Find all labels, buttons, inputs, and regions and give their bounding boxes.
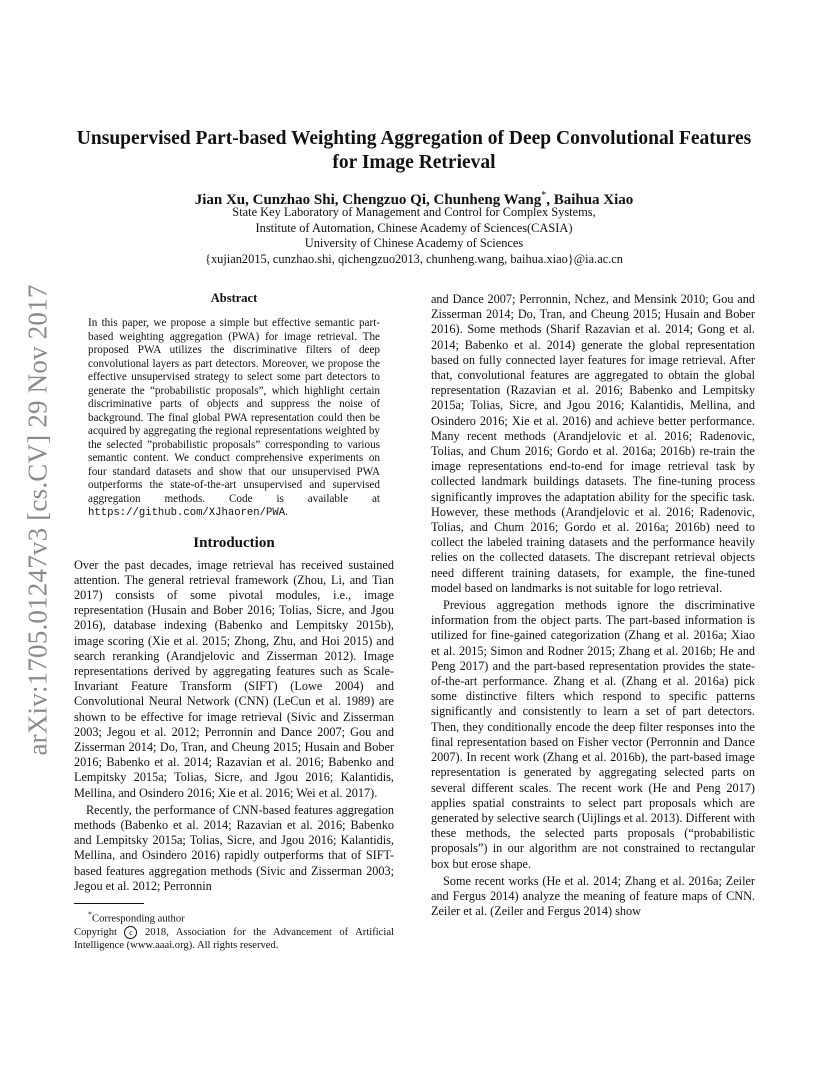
paper-title-line-2: for Image Retrieval: [332, 152, 496, 173]
corresponding-author-mark: *: [541, 190, 547, 201]
right-paragraph-3: Some recent works (He et al. 2014; Zhang et al. 2016a; Zeiler and Fergus 2014) analyze the meaning of feature maps of CNN. Zeiler et al. (Zeiler and Fergus 2014) show: [431, 873, 755, 919]
arxiv-identifier-text: arXiv:1705.01247v3 [cs.CV] 29 Nov 2017: [22, 284, 53, 756]
author-emails: {xujian2015, cunzhao.shi, qichengzuo2013, chunheng.wang, baihua.xiao}@ia.ac.cn: [205, 251, 623, 266]
abstract-body: In this paper, we propose a simple but effective semantic part-based weighting aggregation (PWA) for image retrieval. The proposed PWA utilizes the discriminative filters of deep convolutional layers as part detectors. Moreover, we propose the effective unsupervised strategy to select some part detectors to generate the “probabilistic proposals”, which highlight certain discriminative parts of objects and suppress the noise of background. The final global PWA representation could then be acquired by aggregating the regional representations weighted by the selected ”probabilistic proposals” corresponding to various semantic content. We conduct comprehensive experiments on four standard datasets and show that our unsupervised PWA outperforms the state-of-the-art unsupervised and supervised aggregation methods. Code is available at: [88, 317, 380, 505]
right-paragraph-1: and Dance 2007; Perronnin, Nchez, and Mensink 2010; Gou and Zisserman 2014; Do, Tran, and Cheung 2015; Husain and Bober 2016). Some methods (Sharif Razavian et al. 2014; Gong et al. 2014; Babenko et al. 2014) generate the global representation based on fully connected layer features for image retrieval. After that, convolutional features are aggregated to obtain the global representation (Razavian et al. 2016; Babenko and Lempitsky 2015a; Tolias, Sicre, and Jgou 2016; Kalantidis, Mellina, and Osindero 2016; Xie et al. 2016) and achieve better performance. Many recent methods (Arandjelovic et al. 2016; Radenovic, Tolias, and Chum 2016; Gordo et al. 2016a; 2016b) re-train the image representations end-to-end for image retrieval task by collected landmark buildings datasets. The fine-tuning process significantly improves the adaptation ability for the specific task. However, these methods (Arandjelovic et al. 2016; Radenovic, Tolias, and Chum 2016; Gordo et al. 2016a; 2016b) need to collect the labeled training datasets and the performance heavily relies on the collected datasets. The discrepant retrieval objects need different training datasets, for example, the fine-tuned model based on landmarks is not suitable for logo retrieval.: [431, 292, 755, 595]
affiliation-line-2: Institute of Automation, Chinese Academy of Sciences(CASIA): [255, 220, 573, 235]
affiliation-line-3: University of Chinese Academy of Sciences: [304, 236, 524, 250]
corresponding-author-footnote: [74, 908, 394, 926]
author-last-name: , Baihua Xiao: [546, 192, 634, 208]
introduction-heading: Introduction: [193, 534, 275, 551]
abstract-end: .: [285, 506, 288, 518]
paper-title-line-1: Unsupervised Part-based Weighting Aggregation of Deep Convolutional Features: [76, 128, 752, 149]
abstract-heading: Abstract: [210, 291, 258, 305]
copyright-text: 2018, Association for the Advancement of Artificial Intelligence (www.aaai.org). All rights reserved.: [74, 926, 394, 951]
copyright-prefix: Copyright: [74, 926, 117, 938]
footnote-divider: [74, 903, 144, 904]
affiliation-line-1: State Key Laboratory of Management and Control for Complex Systems,: [232, 205, 596, 219]
copyright-notice: [74, 926, 394, 952]
author-names: Jian Xu, Cunzhao Shi, Chengzuo Qi, Chunheng Wang: [194, 192, 542, 208]
footnote-text: Corresponding author: [92, 913, 185, 925]
affiliation-block: [60, 205, 768, 267]
abstract-text: [88, 317, 380, 521]
copyright-icon: c: [124, 926, 137, 939]
right-paragraph-2: Previous aggregation methods ignore the discriminative information from the object parts. The part-based information is utilized for fine-gained categorization (Zhang et al. 2016a; Xiao et al. 2015; Simon and Rodner 2015; Zhang et al. 2016b; He and Peng 2017) and the part-based representation provides the state-of-the-art performance. Zhang et al. (Zhang et al. 2016a) pick some distinctive filters which respond to specific patterns significantly and consistently to learn a set of part detectors. Then, they conditionally encode the deep filter responses into the final representation based on Fisher vector (Perronnin and Dance 2007). In recent work (Zhang et al. 2016b), the part-based image representation is generated by aggregating selected parts on several different scales. The recent work (He and Peng 2017) applies spatial constraints to select part proposals which are generated by selective search (Uijlings et al. 2013). Different with these methods, the selected parts proposals (“probabilistic proposals”) in our algorithm are not constrained to rectangular box but erose shape.: [431, 598, 755, 871]
left-column: [74, 291, 394, 952]
right-column: [431, 292, 755, 919]
footnote-mark: *: [88, 909, 92, 919]
arxiv-identifier-stamp: [17, 280, 59, 760]
introduction-paragraph-1: Over the past decades, image retrieval has received sustained attention. The general retrieval framework (Zhou, Li, and Tian 2017) consists of some pivotal modules, i.e., image representation (Husain and Bober 2016; Tolias, Sicre, and Jgou 2016), database indexing (Babenko and Lempitsky 2015b), image scoring (Xie et al. 2015; Zhong, Zhu, and Hoi 2015) and search reranking (Arandjelovic and Zisserman 2012). Image representations derived by aggregating features such as Scale-Invariant Feature Transform (SIFT) (Lowe 2004) and Convolutional Neural Network (CNN) (LeCun et al. 1989) are shown to be effective for image retrieval (Sivic and Zisserman 2003; Jegou et al. 2012; Perronnin and Dance 2007; Gou and Zisserman 2014; Do, Tran, and Cheung 2015; Husain and Bober 2016; Babenko et al. 2014; Razavian et al. 2016; Babenko and Lempitsky 2015a; Tolias, Sicre, and Jgou 2016; Kalantidis, Mellina, and Osindero 2016; Xie et al. 2016; Wei et al. 2017).: [74, 557, 394, 800]
code-link[interactable]: https://github.com/XJhaoren/PWA: [88, 507, 286, 519]
introduction-paragraph-2: Recently, the performance of CNN-based features aggregation methods (Babenko et al. 2014; Razavian et al. 2016; Babenko and Lempitsky 2015a; Tolias, Sicre, and Jgou 2016; Kalantidis, Mellina, and Osindero 2016) rapidly outperforms that of SIFT-based features aggregation methods (Sivic and Zisserman 2003; Jegou et al. 2012; Perronnin: [74, 802, 394, 893]
paper-title: [60, 127, 768, 175]
